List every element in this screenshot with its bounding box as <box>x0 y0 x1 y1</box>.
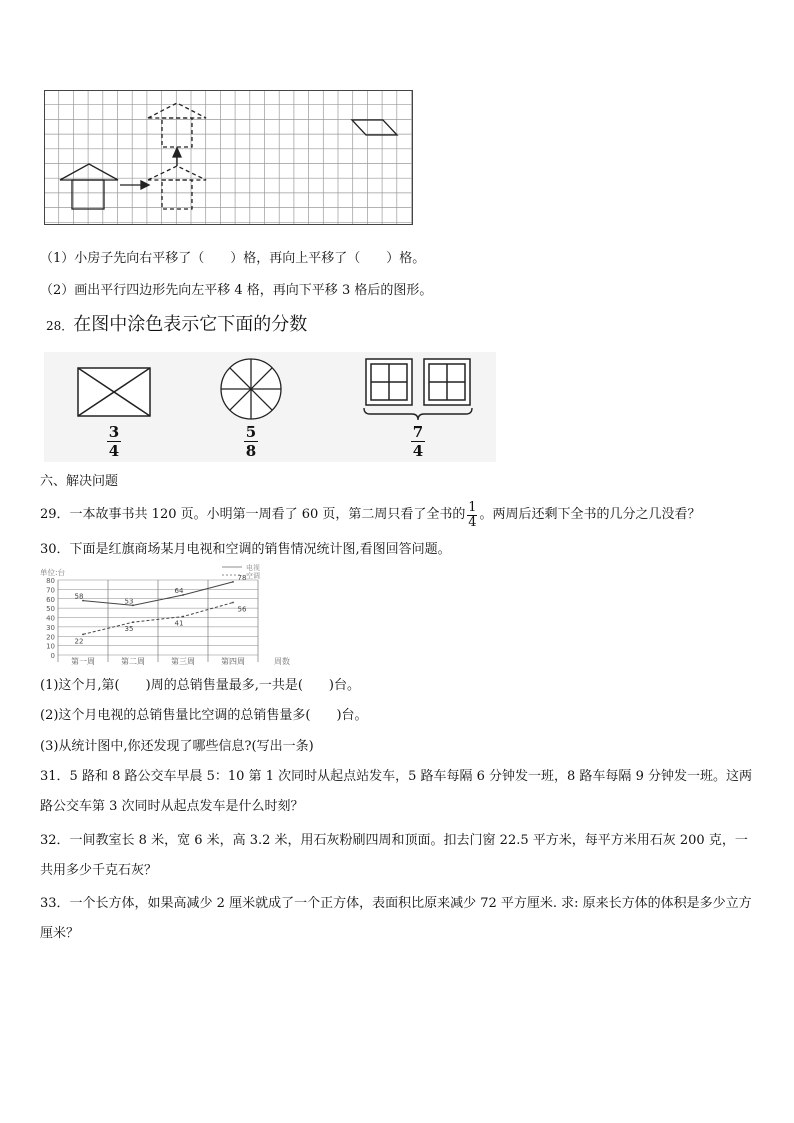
y-tick-label: 80 <box>46 577 55 585</box>
y-tick-label: 10 <box>46 642 55 651</box>
q30-sub1: (1)这个月,第( )周的总销售量最多,一共是( )台。 <box>40 678 360 693</box>
data-label: 35 <box>124 625 134 634</box>
y-tick-label: 50 <box>46 605 55 614</box>
q32-text: 32．一间教室长 8 米，宽 6 米，高 3.2 米，用石灰粉刷四周和顶面。扣去门窗 22.5 平方米，每平方米用石灰 200 克，一共用多少千克石灰？ <box>40 833 748 878</box>
x-tick-label: 第一周 <box>71 657 95 666</box>
data-label: 56 <box>237 605 247 614</box>
legend-label: 电视 <box>246 564 260 572</box>
data-point <box>182 616 184 618</box>
y-tick-label: 20 <box>46 633 55 642</box>
data-label: 53 <box>124 597 134 606</box>
q30-text: 30．下面是红旗商场某月电视和空调的销售情况统计图,看图回答问题。 <box>40 542 451 557</box>
y-tick-label: 60 <box>46 595 55 604</box>
y-tick-label: 40 <box>46 614 55 623</box>
x-tick-label: 第二周 <box>121 657 145 666</box>
q29 <box>40 500 700 530</box>
square-four-parts-2 <box>424 359 470 405</box>
x-axis-label: 周数 <box>274 657 290 666</box>
right-arrow <box>120 181 149 189</box>
x-tick-label: 第三周 <box>171 657 195 666</box>
q33-text: 33．一个长方体，如果高减少 2 厘米就成了一个正方体，表面积比原来减少 72 平方厘米. 求: 原来长方体的体积是多少立方厘米？ <box>40 896 752 941</box>
q31-text: 31．5 路和 8 路公交车早晨 5：10 第 1 次同时从起点站发车，5 路车每隔 6 分钟发一班，8 路车每隔 9 分钟发一班。这两路公交车第 3 次同时从起点发车是什么时刻？ <box>40 769 752 814</box>
fraction-label-7-4: 7 4 <box>412 423 424 460</box>
legend-label: 空调 <box>246 572 260 580</box>
data-label: 58 <box>74 592 84 601</box>
data-point <box>82 633 84 635</box>
small-house <box>60 164 118 209</box>
sales-line-chart <box>36 562 306 670</box>
parallelogram <box>352 120 397 135</box>
q28-heading <box>46 316 307 336</box>
q29-text-after: 。两周后还剩下全书的几分之几没看？ <box>479 507 701 522</box>
rectangle-with-diagonals <box>78 368 150 416</box>
data-point <box>232 602 234 604</box>
q27-sub1: （1）小房子先向右平移了（ ）格，再向上平移了（ ）格。 <box>40 251 426 266</box>
fraction-figures <box>44 352 496 462</box>
circle-eight-sectors <box>221 359 281 419</box>
data-label: 78 <box>237 573 247 582</box>
section-heading: 六、解决问题 <box>40 474 119 489</box>
q30-sub3: (3)从统计图中,你还发现了哪些信息?(写出一条) <box>40 739 314 754</box>
q29-fraction: $\frac{1}{4}$ <box>468 499 477 530</box>
q27-sub2: （2）画出平行四边形先向左平移 4 格，再向下平移 3 格后的图形。 <box>40 283 433 298</box>
data-point <box>232 581 234 583</box>
q30-sub2: (2)这个月电视的总销售量比空调的总销售量多( )台。 <box>40 708 368 723</box>
dashed-house-translated-up <box>148 103 206 147</box>
data-label: 22 <box>74 637 84 646</box>
x-tick-label: 第四周 <box>221 657 245 666</box>
q28-number: 28． <box>46 319 74 333</box>
y-tick-label: 0 <box>50 652 55 660</box>
grouping-brace <box>364 408 472 420</box>
dashed-house-translated-right <box>148 166 206 209</box>
translation-grid-figure <box>44 90 414 226</box>
y-tick-label: 30 <box>46 623 55 632</box>
q28-title: 在图中涂色表示它下面的分数 <box>73 314 308 335</box>
unit-label: 单位:台 <box>40 568 66 577</box>
q29-text-before: 29．一本故事书共 120 页。小明第一周看了 60 页，第二周只看了全书的 <box>40 507 466 522</box>
y-tick-label: 70 <box>46 586 55 595</box>
data-label: 41 <box>174 619 184 628</box>
fraction-label-5-8: 5 8 <box>245 423 257 460</box>
square-four-parts-1 <box>366 359 412 405</box>
fraction-label-3-4: 3 4 <box>108 423 120 460</box>
data-label: 64 <box>174 587 184 595</box>
data-point <box>132 621 134 623</box>
